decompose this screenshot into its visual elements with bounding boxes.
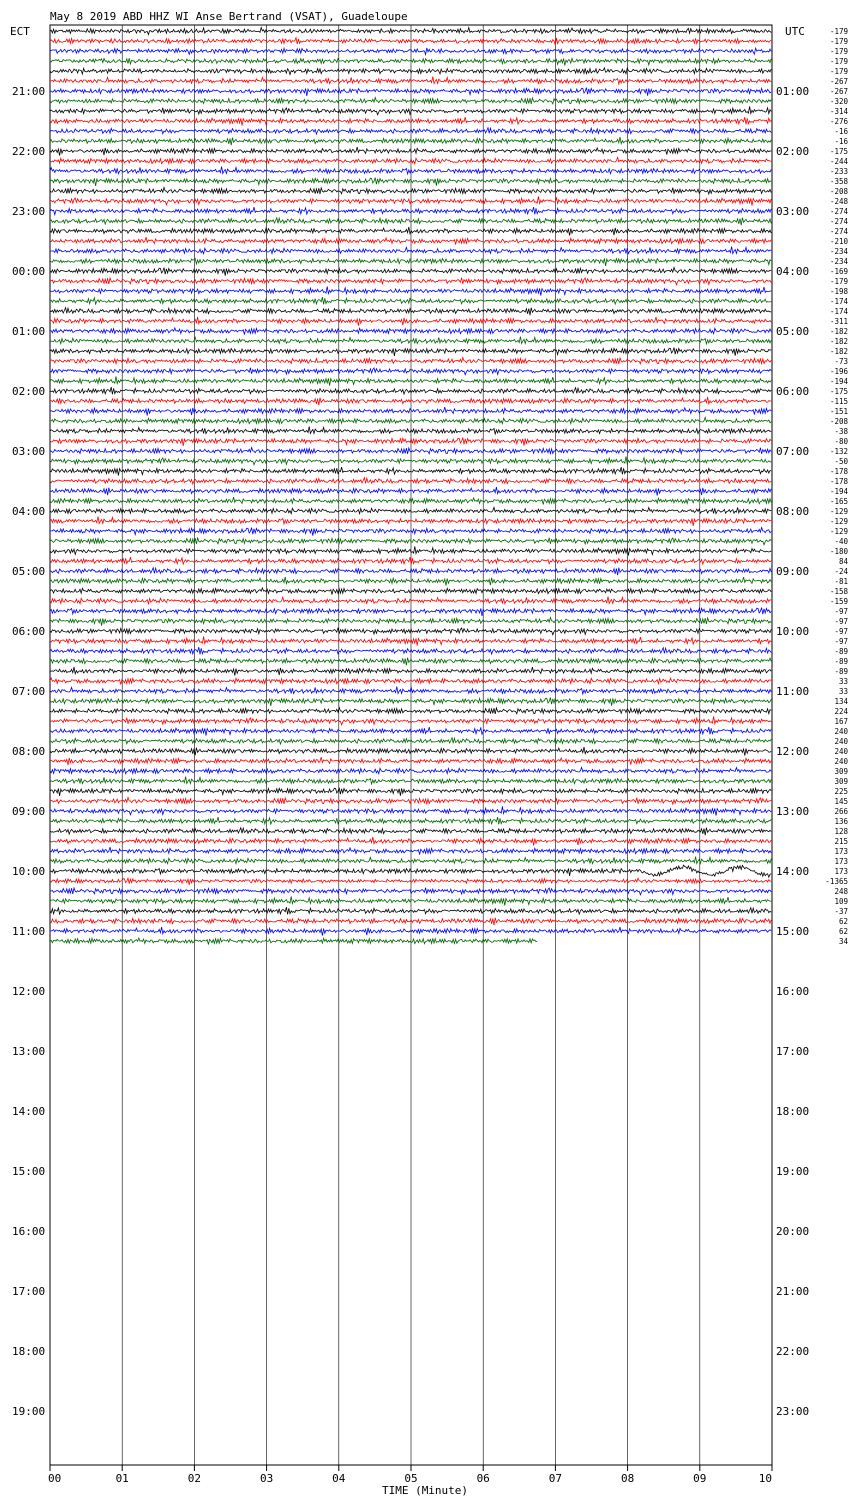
x-tick-label: 04: [332, 1472, 346, 1485]
right-hour-label: 12:00: [776, 745, 810, 758]
trace-offset-label: 167: [834, 717, 848, 726]
trace-offset-label: -175: [829, 387, 848, 396]
left-hour-label: 19:00: [12, 1405, 46, 1418]
x-tick-label: 07: [548, 1472, 563, 1485]
trace-green: [50, 259, 771, 266]
trace-red: [50, 878, 771, 885]
trace-green: [50, 137, 771, 145]
right-hour-label: 02:00: [776, 145, 810, 158]
trace-green: [50, 297, 771, 304]
trace-offset-label: -16: [834, 137, 848, 146]
trace-green: [50, 618, 771, 626]
trace-green: [50, 497, 771, 504]
trace-green: [50, 337, 771, 344]
left-hour-label: 03:00: [12, 445, 46, 458]
trace-offset-label: -89: [834, 667, 848, 676]
trace-offset-label: -97: [834, 617, 848, 626]
trace-offset-label: -174: [829, 307, 848, 316]
right-hour-label: 09:00: [776, 565, 810, 578]
trace-blue: [50, 287, 771, 296]
trace-offset-label: -89: [834, 657, 848, 666]
trace-offset-label: -38: [834, 427, 848, 436]
left-zone-label: ECT: [10, 25, 30, 38]
trace-offset-label: -358: [829, 177, 848, 186]
trace-red: [50, 637, 771, 646]
trace-offset-label: -244: [829, 157, 848, 166]
trace-green: [50, 817, 771, 824]
trace-offset-label: -178: [829, 467, 848, 476]
trace-offset-label: -73: [834, 357, 848, 366]
trace-offset-label: -179: [829, 27, 848, 36]
trace-offset-label: 62: [838, 917, 848, 926]
trace-blue: [50, 608, 771, 616]
trace-black: [50, 308, 771, 316]
trace-offset-label: -182: [829, 337, 848, 346]
trace-offset-label: -80: [834, 437, 848, 446]
trace-black: [50, 387, 771, 394]
trace-red: [50, 397, 771, 405]
trace-offset-label: 134: [834, 697, 848, 706]
left-hour-label: 14:00: [12, 1105, 46, 1118]
left-hour-label: 23:00: [12, 205, 46, 218]
trace-blue: [50, 528, 771, 536]
trace-offset-label: -174: [829, 297, 848, 306]
x-axis-label: TIME (Minute): [381, 1484, 469, 1497]
trace-offset-label: -1365: [825, 877, 848, 886]
trace-green: [50, 658, 771, 666]
trace-green: [50, 897, 771, 906]
trace-offset-label: -179: [829, 67, 848, 76]
trace-offset-label: -194: [829, 377, 848, 386]
left-hour-label: 21:00: [12, 85, 46, 98]
x-tick-label: 06: [476, 1472, 490, 1485]
trace-offset-label: -151: [829, 407, 848, 416]
trace-offset-label: 173: [834, 847, 848, 856]
trace-offset-label: -169: [829, 267, 848, 276]
trace-offset-label: -97: [834, 627, 848, 636]
trace-offset-label: -180: [829, 547, 848, 556]
right-hour-label: 16:00: [776, 985, 810, 998]
trace-offset-label: -274: [829, 227, 848, 236]
trace-offset-label: -198: [829, 287, 848, 296]
x-tick-label: 09: [693, 1472, 707, 1485]
trace-offset-label: 62: [838, 927, 848, 936]
trace-offset-label: -234: [829, 247, 848, 256]
chart-title: May 8 2019 ABD HHZ WI Anse Bertrand (VSAT), Guadeloupe: [50, 10, 408, 23]
right-hour-label: 14:00: [776, 865, 810, 878]
trace-offset-label: 225: [834, 787, 848, 796]
x-axis-ticks: [48, 1465, 772, 1485]
right-hour-label: 22:00: [776, 1345, 810, 1358]
trace-offset-label: -274: [829, 217, 848, 226]
trace-blue: [50, 727, 771, 736]
x-tick-label: 00: [48, 1472, 62, 1485]
trace-offset-label: -234: [829, 257, 848, 266]
right-hour-label: 03:00: [776, 205, 810, 218]
trace-green: [50, 58, 771, 65]
trace-offset-label: 240: [834, 757, 848, 766]
trace-black: [50, 788, 771, 796]
right-hour-label: 06:00: [776, 385, 810, 398]
seismic-traces: [50, 28, 771, 945]
left-hour-label: 01:00: [12, 325, 46, 338]
trace-black: [50, 507, 771, 513]
trace-red: [50, 798, 771, 805]
trace-blue: [50, 247, 771, 254]
trace-red: [50, 38, 771, 45]
left-hour-label: 07:00: [12, 685, 46, 698]
trace-red: [50, 717, 771, 725]
trace-blue: [50, 88, 771, 96]
x-tick-label: 03: [259, 1472, 274, 1485]
trace-blue: [50, 888, 771, 895]
trace-offset-label: -129: [829, 507, 848, 516]
trace-offset-label: -210: [829, 237, 848, 246]
trace-offset-label: -132: [829, 447, 848, 456]
trace-green: [50, 938, 537, 945]
trace-blue: [50, 407, 771, 416]
right-hour-label: 18:00: [776, 1105, 810, 1118]
trace-offset-label: 173: [834, 857, 848, 866]
left-hour-label: 06:00: [12, 625, 46, 638]
trace-blue: [50, 207, 771, 215]
trace-offset-label: 266: [834, 807, 848, 816]
trace-black: [50, 268, 771, 276]
trace-red: [50, 517, 771, 526]
trace-red: [50, 597, 771, 604]
trace-black: [50, 227, 771, 236]
left-hour-label: 00:00: [12, 265, 46, 278]
trace-blue: [50, 647, 771, 654]
left-hour-label: 12:00: [12, 985, 46, 998]
trace-red: [50, 77, 771, 84]
trace-offset-label: -267: [829, 87, 848, 96]
trace-blue: [50, 847, 771, 854]
left-hour-label: 08:00: [12, 745, 46, 758]
right-hour-label: 23:00: [776, 1405, 810, 1418]
trace-offset-label: -179: [829, 37, 848, 46]
left-hour-label: 11:00: [12, 925, 46, 938]
trace-offset-label: 309: [834, 767, 848, 776]
trace-blue: [50, 167, 771, 174]
trace-offset-label: -158: [829, 587, 848, 596]
trace-green: [50, 777, 771, 784]
trace-red: [50, 678, 771, 685]
trace-offset-label: -311: [829, 317, 848, 326]
trace-black: [50, 828, 771, 836]
trace-offset-label: 128: [834, 827, 848, 836]
trace-offset-label: -194: [829, 487, 848, 496]
right-hour-label: 21:00: [776, 1285, 810, 1298]
trace-black: [50, 547, 771, 556]
trace-black: [50, 907, 771, 914]
x-tick-label: 02: [187, 1472, 202, 1485]
trace-offset-label: 215: [834, 837, 848, 846]
right-hour-label: 13:00: [776, 805, 810, 818]
right-hour-label: 04:00: [776, 265, 810, 278]
right-hour-label: 01:00: [776, 85, 810, 98]
trace-blue: [50, 687, 771, 694]
trace-red: [50, 918, 771, 926]
trace-offset-label: 109: [834, 897, 848, 906]
trace-offset-label: -208: [829, 417, 848, 426]
trace-blue: [50, 328, 771, 335]
right-hour-label: 07:00: [776, 445, 810, 458]
trace-offset-label: 240: [834, 737, 848, 746]
trace-offset-label: -129: [829, 527, 848, 536]
right-hour-label: 17:00: [776, 1045, 810, 1058]
trace-offset-label: 84: [838, 557, 848, 566]
trace-offset-label: 240: [834, 747, 848, 756]
trace-green: [50, 377, 771, 386]
trace-red: [50, 317, 771, 326]
trace-offset-label: -97: [834, 607, 848, 616]
left-hour-label: 09:00: [12, 805, 46, 818]
right-hour-label: 10:00: [776, 625, 810, 638]
trace-offset-label: -233: [829, 167, 848, 176]
trace-offset-label: -320: [829, 97, 848, 106]
trace-blue: [50, 448, 771, 454]
trace-offset-label: -267: [829, 77, 848, 86]
right-hour-label: 15:00: [776, 925, 810, 938]
trace-black: [50, 28, 771, 35]
trace-offset-label: -159: [829, 597, 848, 606]
left-hour-label: 13:00: [12, 1045, 46, 1058]
left-hour-label: 17:00: [12, 1285, 46, 1298]
trace-offset-label: -89: [834, 647, 848, 656]
trace-green: [50, 457, 771, 465]
trace-black: [50, 68, 771, 75]
trace-green: [50, 538, 771, 545]
left-hour-label: 18:00: [12, 1345, 46, 1358]
trace-blue: [50, 927, 771, 936]
trace-offset-label: -182: [829, 347, 848, 356]
trace-green: [50, 698, 771, 706]
left-hour-label: 15:00: [12, 1165, 46, 1178]
trace-offset-label: -129: [829, 517, 848, 526]
trace-offset-label: 240: [834, 727, 848, 736]
trace-offset-label: -81: [834, 577, 848, 586]
trace-offset-label: 145: [834, 797, 848, 806]
trace-offset-labels: [825, 27, 848, 946]
left-hour-label: 04:00: [12, 505, 46, 518]
trace-green: [50, 577, 771, 586]
trace-red: [50, 837, 771, 846]
trace-green: [50, 218, 771, 226]
trace-blue: [50, 368, 771, 375]
trace-black: [50, 865, 771, 877]
trace-offset-label: 34: [838, 937, 848, 946]
trace-offset-label: -40: [834, 537, 848, 546]
left-hour-label: 02:00: [12, 385, 46, 398]
trace-green: [50, 417, 771, 423]
trace-black: [50, 588, 771, 595]
trace-red: [50, 478, 771, 484]
trace-red: [50, 157, 771, 163]
trace-black: [50, 467, 771, 476]
trace-blue: [50, 487, 771, 496]
trace-black: [50, 348, 771, 356]
trace-offset-label: -182: [829, 327, 848, 336]
trace-red: [50, 197, 771, 206]
trace-green: [50, 738, 771, 744]
left-hour-label: 22:00: [12, 145, 46, 158]
trace-offset-label: -179: [829, 57, 848, 66]
right-hour-label: 19:00: [776, 1165, 810, 1178]
trace-offset-label: 33: [838, 677, 848, 686]
right-zone-label: UTC: [785, 25, 805, 38]
trace-black: [50, 708, 771, 714]
trace-black: [50, 107, 771, 115]
trace-black: [50, 188, 771, 195]
trace-offset-label: -248: [829, 197, 848, 206]
trace-red: [50, 237, 771, 244]
left-hour-label: 05:00: [12, 565, 46, 578]
trace-offset-label: 248: [834, 887, 848, 896]
x-tick-label: 08: [620, 1472, 635, 1485]
trace-black: [50, 147, 771, 156]
trace-offset-label: 136: [834, 817, 848, 826]
trace-offset-label: -115: [829, 397, 848, 406]
trace-offset-label: -97: [834, 637, 848, 646]
right-hour-labels: [776, 85, 809, 1418]
trace-offset-label: -179: [829, 277, 848, 286]
right-hour-label: 08:00: [776, 505, 810, 518]
right-hour-label: 05:00: [776, 325, 810, 338]
trace-green: [50, 857, 771, 864]
left-hour-label: 10:00: [12, 865, 46, 878]
right-hour-label: 11:00: [776, 685, 810, 698]
trace-red: [50, 757, 771, 765]
trace-black: [50, 667, 771, 676]
trace-offset-label: -24: [834, 567, 848, 576]
trace-offset-label: -208: [829, 187, 848, 196]
trace-offset-label: -314: [829, 107, 848, 116]
trace-offset-label: -50: [834, 457, 848, 466]
trace-black: [50, 628, 771, 635]
trace-blue: [50, 568, 771, 576]
trace-red: [50, 278, 771, 285]
trace-offset-label: 33: [838, 687, 848, 696]
left-hour-labels: [12, 85, 45, 1418]
trace-offset-label: -276: [829, 117, 848, 126]
trace-green: [50, 98, 771, 104]
trace-offset-label: 309: [834, 777, 848, 786]
trace-blue: [50, 48, 771, 55]
trace-red: [50, 557, 771, 564]
trace-offset-label: -196: [829, 367, 848, 376]
trace-offset-label: -16: [834, 127, 848, 136]
trace-offset-label: 224: [834, 707, 848, 716]
x-tick-label: 01: [115, 1472, 129, 1485]
trace-blue: [50, 767, 771, 773]
trace-offset-label: -165: [829, 497, 848, 506]
x-tick-label: 10: [758, 1472, 772, 1485]
trace-offset-label: -179: [829, 47, 848, 56]
left-hour-label: 16:00: [12, 1225, 46, 1238]
trace-offset-label: -274: [829, 207, 848, 216]
trace-red: [50, 117, 771, 126]
trace-blue: [50, 807, 771, 816]
trace-offset-label: -175: [829, 147, 848, 156]
right-hour-label: 20:00: [776, 1225, 810, 1238]
trace-offset-label: -178: [829, 477, 848, 486]
trace-red: [50, 438, 771, 446]
trace-black: [50, 747, 771, 756]
trace-blue: [50, 128, 771, 134]
trace-red: [50, 358, 771, 364]
trace-green: [50, 178, 771, 186]
trace-black: [50, 427, 771, 434]
x-tick-label: 05: [404, 1472, 418, 1485]
trace-offset-label: -37: [834, 907, 848, 916]
trace-offset-label: 173: [834, 867, 848, 876]
